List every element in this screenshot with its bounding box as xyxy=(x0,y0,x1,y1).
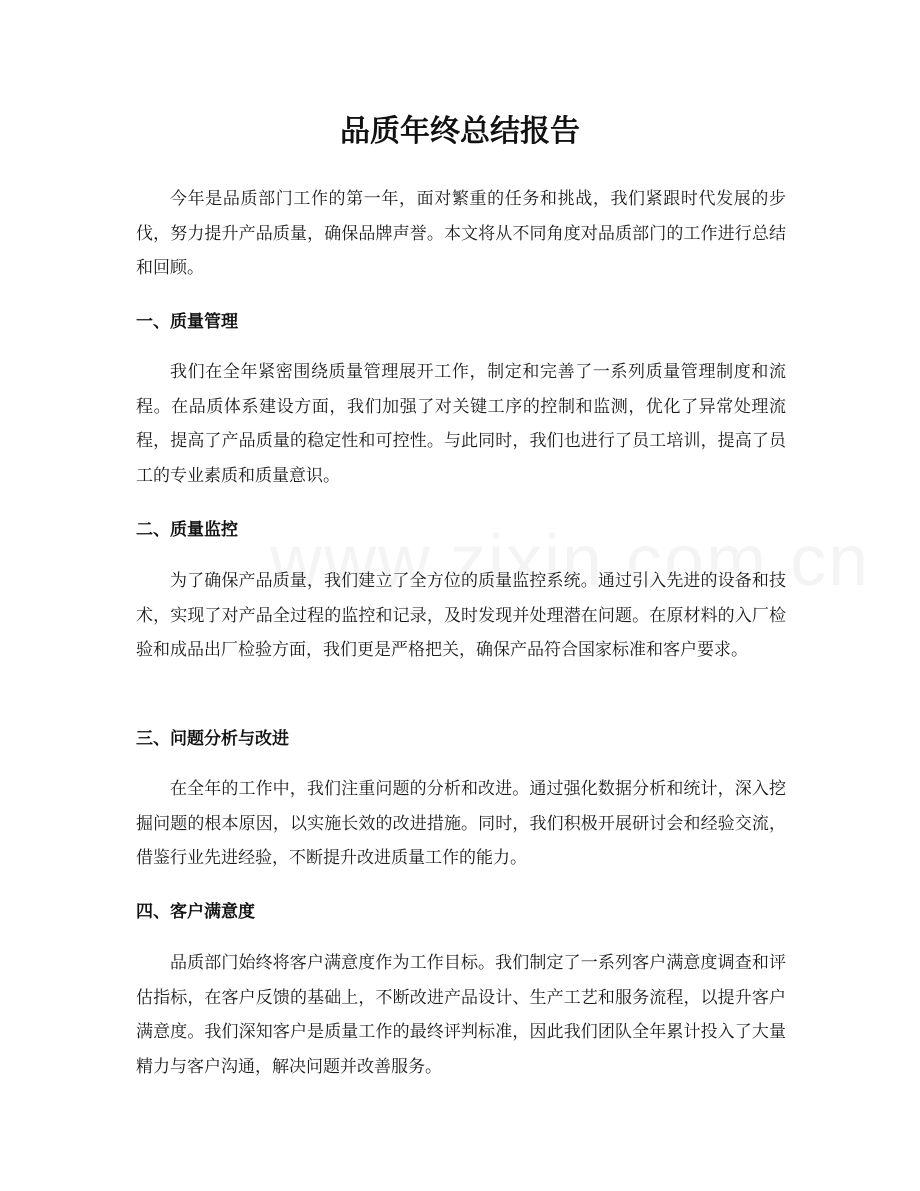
document-title: 品质年终总结报告 xyxy=(340,114,580,149)
section-heading-problem-analysis: 三、问题分析与改进 xyxy=(136,729,289,749)
section-heading-quality-management: 一、质量管理 xyxy=(136,312,238,332)
section-heading-customer-satisfaction: 四、客户满意度 xyxy=(136,902,255,922)
section-heading-quality-monitoring: 二、质量监控 xyxy=(136,520,238,540)
section-body-problem-analysis: 在全年的工作中，我们注重问题的分析和改进。通过强化数据分析和统计，深入挖掘问题的根本原因，以实施长效的改进措施。同时，我们积极开展研讨会和经验交流，借鉴行业先进经验，不断提升改进质量工作的能力。 xyxy=(136,779,786,869)
intro-paragraph: 今年是品质部门工作的第一年，面对繁重的任务和挑战，我们紧跟时代发展的步伐，努力提升产品质量，确保品牌声誉。本文将从不同角度对品质部门的工作进行总结和回顾。 xyxy=(136,189,786,279)
section-body-customer-satisfaction: 品质部门始终将客户满意度作为工作目标。我们制定了一系列客户满意度调查和评估指标，在客户反馈的基础上，不断改进产品设计、生产工艺和服务流程，以提升客户满意度。我们深知客户是质量工作的最终评判标准，因此我们团队全年累计投入了大量精力与客户沟通，解决问题并改善服务。 xyxy=(136,953,786,1077)
section-body-quality-management: 我们在全年紧密围绕质量管理展开工作，制定和完善了一系列质量管理制度和流程。在品质体系建设方面，我们加强了对关键工序的控制和监测，优化了异常处理流程，提高了产品质量的稳定性和可控性。与此同时，我们也进行了员工培训，提高了员工的专业素质和质量意识。 xyxy=(136,362,786,486)
section-body-quality-monitoring: 为了确保产品质量，我们建立了全方位的质量监控系统。通过引入先进的设备和技术，实现了对产品全过程的监控和记录，及时发现并处理潜在问题。在原材料的入厂检验和成品出厂检验方面，我们更是严格把关，确保产品符合国家标准和客户要求。 xyxy=(136,571,786,661)
